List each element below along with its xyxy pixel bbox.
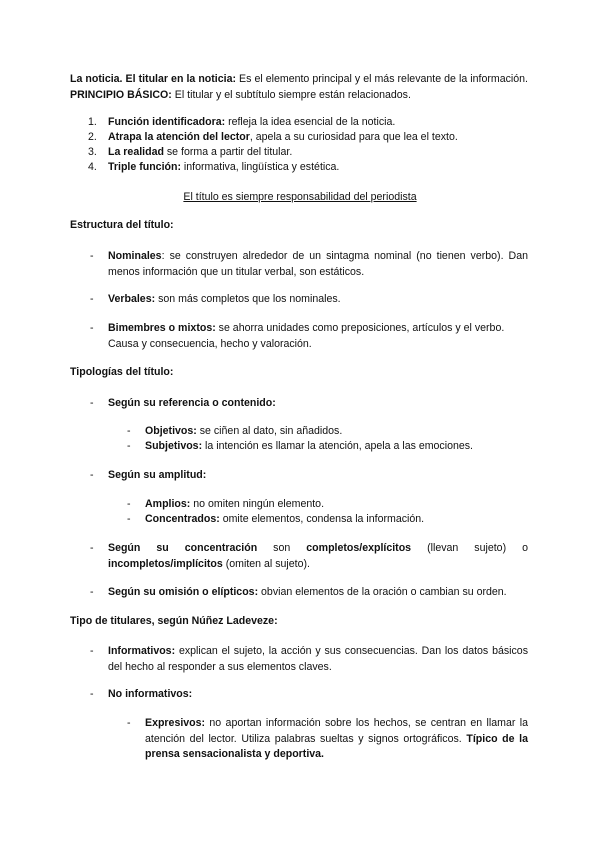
bullet-dash: - xyxy=(90,250,94,262)
list-item: Concentrados: omite elementos, condensa la información. xyxy=(145,513,425,525)
list-item: Nominales: se construyen alrededor de un sintagma nominal (no tienen verbo). Dan menos información que un titular verbal, son estáticos. xyxy=(108,250,528,278)
bullet-dash: - xyxy=(90,645,94,657)
bullet-dash: - xyxy=(90,322,94,334)
amplitude-heading: Según su amplitud: xyxy=(108,469,207,481)
bullet-dash: - xyxy=(90,293,94,305)
list-item: 3. La realidad se forma a partir del titular. xyxy=(88,146,293,158)
bullet-dash: - xyxy=(90,586,94,598)
centered-note: El título es siempre responsabilidad del periodista xyxy=(183,191,417,203)
expressive-item: Expresivos: no aportan información sobre los hechos, se centran en llamar la atención del lector. Utiliza palabras sueltas y signos ortográficos. Típico de la prensa sensacionalista y deportiva. xyxy=(145,717,528,760)
structure-heading: Estructura del título: xyxy=(70,219,174,231)
bullet-dash: - xyxy=(90,469,94,481)
non-informative-heading: No informativos: xyxy=(108,688,193,700)
intro-text: Es el elemento principal y el más relevante de la información. xyxy=(239,73,528,85)
bullet-dash: - xyxy=(90,688,94,700)
bullet-dash: - xyxy=(127,717,131,729)
bullet-dash: - xyxy=(127,513,131,525)
list-item: Verbales: son más completos que los nominales. xyxy=(108,293,341,305)
list-item: 2. Atrapa la atención del lector, apela a su curiosidad para que lea el texto. xyxy=(88,131,458,143)
list-item: 1. Función identificadora: refleja la idea esencial de la noticia. xyxy=(88,116,396,128)
bullet-dash: - xyxy=(90,397,94,409)
principle-text: El titular y el subtítulo siempre están relacionados. xyxy=(174,88,411,101)
concentration-item: Según su concentración son completos/explícitos (llevan sujeto) o incompletos/implícitos (omiten al sujeto). xyxy=(108,542,529,570)
bullet-dash: - xyxy=(127,425,131,437)
list-item: Objetivos: se ciñen al dato, sin añadidos. xyxy=(145,425,343,437)
typologies-heading: Tipologías del título: xyxy=(70,366,174,378)
bullet-dash: - xyxy=(127,440,131,452)
bullet-dash: - xyxy=(127,498,131,510)
list-item: Bimembres o mixtos: se ahorra unidades como preposiciones, artículos y el verbo. Causa y consecuencia, hecho y valoración. xyxy=(108,322,505,350)
reference-heading: Según su referencia o contenido: xyxy=(108,397,276,409)
informative-item: Informativos: explican el sujeto, la acción y sus consecuencias. Dan los datos básicos del hecho al responder a sus elementos claves. xyxy=(108,645,528,673)
intro-paragraph xyxy=(70,72,528,103)
omission-item: Según su omisión o elípticos: obvian elementos de la oración o cambian su orden. xyxy=(108,586,507,598)
list-item: Amplios: no omiten ningún elemento. xyxy=(145,498,325,510)
intro-label: La noticia. El titular en la noticia: xyxy=(70,73,236,85)
list-item: 4. Triple función: informativa, lingüística y estética. xyxy=(88,161,340,173)
bullet-dash: - xyxy=(90,542,94,554)
principle-label: PRINCIPIO BÁSICO: xyxy=(70,88,172,101)
types-heading: Tipo de titulares, según Núñez Ladeveze: xyxy=(70,615,278,627)
list-item: Subjetivos: la intención es llamar la atención, apela a las emociones. xyxy=(145,440,473,452)
